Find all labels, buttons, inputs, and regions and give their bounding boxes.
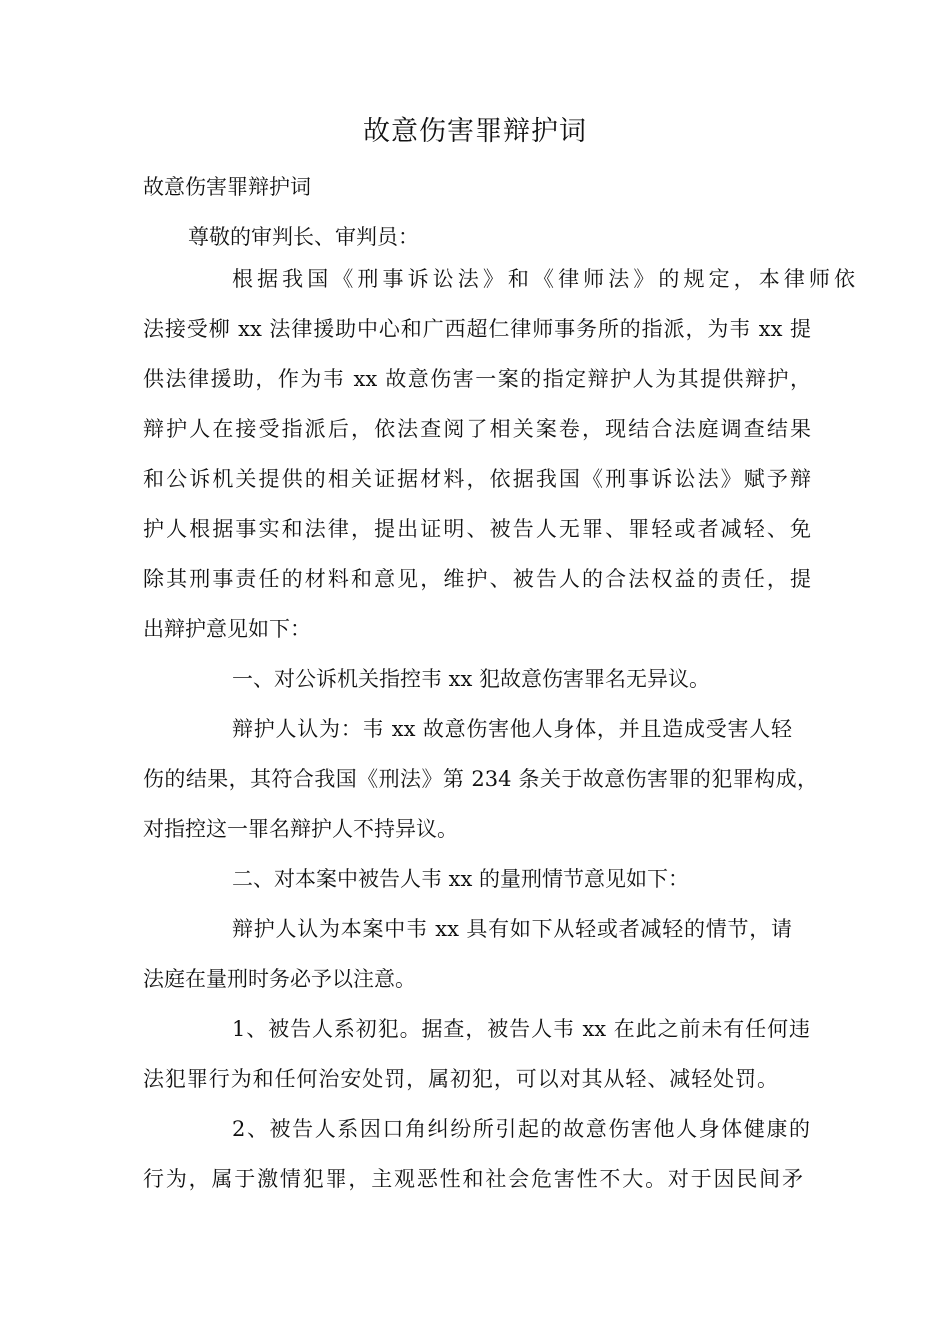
body-line: 行为，属于激情犯罪，主观恶性和社会危害性不大。对于因民间矛 xyxy=(143,1167,803,1191)
body-line: 对指控这一罪名辩护人不持异议。 xyxy=(143,817,458,841)
greeting: 尊敬的审判长、审判员： xyxy=(188,225,419,249)
list-item-1: 1、被告人系初犯。据查，被告人韦 xx 在此之前未有任何违 xyxy=(232,1017,810,1041)
document-title: 故意伤害罪辩护词 xyxy=(363,116,587,147)
body-line: 辩护人认为：韦 xx 故意伤害他人身体，并且造成受害人轻 xyxy=(232,717,792,741)
body-line: 供法律援助，作为韦 xx 故意伤害一案的指定辩护人为其提供辩护， xyxy=(143,367,811,391)
body-line: 除其刑事责任的材料和意见，维护、被告人的合法权益的责任，提 xyxy=(143,567,811,591)
body-line: 法犯罪行为和任何治安处罚，属初犯，可以对其从轻、减轻处罚。 xyxy=(143,1067,778,1091)
body-line: 辩护人在接受指派后，依法查阅了相关案卷，现结合法庭调查结果 xyxy=(143,417,811,441)
body-line: 出辩护意见如下： xyxy=(143,617,311,641)
document-subtitle: 故意伤害罪辩护词 xyxy=(143,175,311,199)
list-item-2: 2、被告人系因口角纠纷所引起的故意伤害他人身体健康的 xyxy=(232,1117,810,1141)
body-line: 法接受柳 xx 法律援助中心和广西超仁律师事务所的指派，为韦 xx 提 xyxy=(143,317,811,341)
body-line: 法庭在量刑时务必予以注意。 xyxy=(143,967,416,991)
body-line: 护人根据事实和法律，提出证明、被告人无罪、罪轻或者减轻、免 xyxy=(143,517,811,541)
body-line: 辩护人认为本案中韦 xx 具有如下从轻或者减轻的情节，请 xyxy=(232,917,792,941)
body-line: 和公诉机关提供的相关证据材料，依据我国《刑事诉讼法》赋予辩 xyxy=(143,467,811,491)
section-heading-1: 一、对公诉机关指控韦 xx 犯故意伤害罪名无异议。 xyxy=(232,667,711,691)
body-line: 根据我国《刑事诉讼法》和《律师法》的规定，本律师依 xyxy=(232,267,855,291)
body-line: 伤的结果，其符合我国《刑法》第 234 条关于故意伤害罪的犯罪构成， xyxy=(143,767,818,791)
section-heading-2: 二、对本案中被告人韦 xx 的量刑情节意见如下： xyxy=(232,867,690,891)
